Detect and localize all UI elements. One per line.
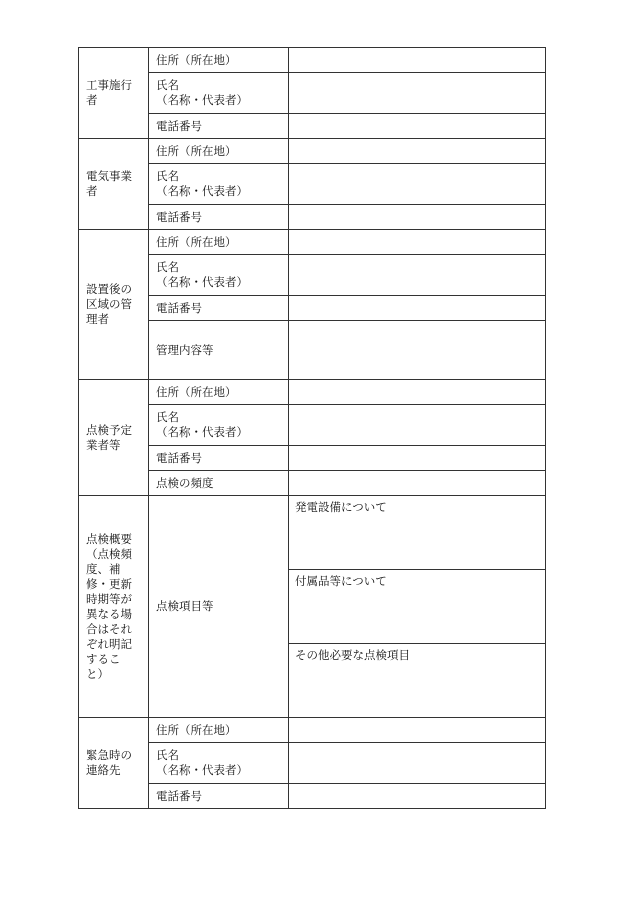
accessories-label: 付属品等について [295,574,387,588]
emergency-name-row [79,743,546,784]
inspector-frequency-row [79,471,546,496]
contractor-name-label: 氏名 （名称・代表者） [149,73,289,114]
manager-phone-label: 電話番号 [149,296,289,321]
manager-name-label: 氏名 （名称・代表者） [149,255,289,296]
emergency-phone-field[interactable] [289,784,546,809]
manager-content-row [79,321,546,380]
manager-phone-row [79,296,546,321]
manager-address-field[interactable] [289,230,546,255]
emergency-phone-label: 電話番号 [149,784,289,809]
other-items-label: その他必要な点検項目 [295,648,410,662]
emergency-address-field[interactable] [289,718,546,743]
contractor-phone-row [79,114,546,139]
inspector-name-row [79,405,546,446]
electric-company-name-label: 氏名 （名称・代表者） [149,164,289,205]
inspector-phone-field[interactable] [289,446,546,471]
electric-company-phone-label: 電話番号 [149,205,289,230]
manager-address-label: 住所（所在地） [149,230,289,255]
manager-address-row [79,230,546,255]
electric-company-name-row [79,164,546,205]
electric-company-address-field[interactable] [289,139,546,164]
contractor-name-field[interactable] [289,73,546,114]
emergency-address-row [79,718,546,743]
manager-name-row [79,255,546,296]
contractor-phone-field[interactable] [289,114,546,139]
electric-company-address-row [79,139,546,164]
electric-company-address-label: 住所（所在地） [149,139,289,164]
inspector-address-field[interactable] [289,380,546,405]
electric-company-phone-row [79,205,546,230]
inspector-name-field[interactable] [289,405,546,446]
emergency-address-label: 住所（所在地） [149,718,289,743]
inspector-phone-row [79,446,546,471]
power-equipment-field[interactable] [289,496,546,570]
electric-company-phone-field[interactable] [289,205,546,230]
management-content-label: 管理内容等 [149,321,289,380]
contractor-section-label: 工事施行 者 [79,48,149,139]
electric-company-section-label: 電気事業 者 [79,139,149,230]
inspector-address-row [79,380,546,405]
contractor-address-label: 住所（所在地） [149,48,289,73]
other-items-field[interactable] [289,644,546,718]
inspector-address-label: 住所（所在地） [149,380,289,405]
contractor-address-row [79,48,546,73]
electric-company-name-field[interactable] [289,164,546,205]
inspector-phone-label: 電話番号 [149,446,289,471]
accessories-field[interactable] [289,570,546,644]
inspection-summary-row-1 [79,496,546,570]
contractor-phone-label: 電話番号 [149,114,289,139]
inspector-name-label: 氏名 （名称・代表者） [149,405,289,446]
inspection-frequency-label: 点検の頻度 [149,471,289,496]
contractor-name-row [79,73,546,114]
management-content-field[interactable] [289,321,546,380]
manager-name-field[interactable] [289,255,546,296]
emergency-section-label: 緊急時の 連絡先 [79,718,149,809]
emergency-phone-row [79,784,546,809]
inspection-items-label: 点検項目等 [149,496,289,718]
contractor-address-field[interactable] [289,48,546,73]
emergency-name-field[interactable] [289,743,546,784]
manager-phone-field[interactable] [289,296,546,321]
power-equipment-label: 発電設備について [295,500,387,514]
manager-section-label: 設置後の 区域の管 理者 [79,230,149,380]
emergency-name-label: 氏名 （名称・代表者） [149,743,289,784]
inspection-summary-section-label: 点検概要 （点検頻 度、補 修・更新 時期等が 異なる場 合はそれ ぞれ明記 するこ と） [79,496,149,718]
inspector-section-label: 点検予定 業者等 [79,380,149,496]
registration-form-table [78,47,546,809]
inspection-frequency-field[interactable] [289,471,546,496]
